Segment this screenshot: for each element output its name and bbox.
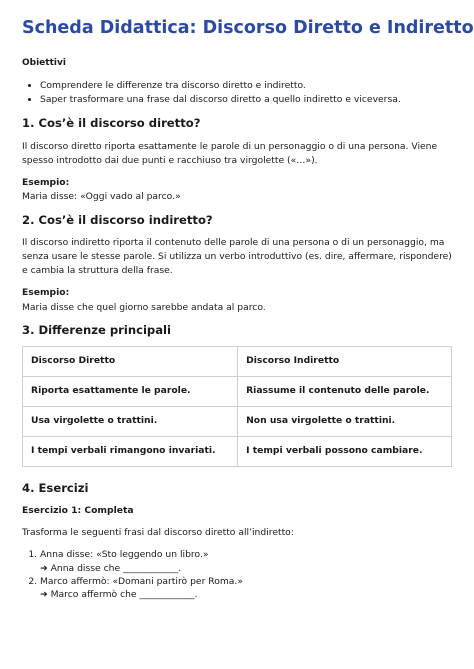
- table-cell: Riassume il contenuto delle parole.: [238, 376, 452, 406]
- section-heading-differences: 3. Differenze principali: [22, 322, 172, 337]
- column-header: Discorso Indiretto: [238, 346, 452, 376]
- exercise-answer-line[interactable]: ➜ Marco affermò che ____________.: [40, 589, 198, 601]
- table-row: [23, 436, 452, 466]
- exercise-prompt: Anna disse: «Sto leggendo un libro.»: [40, 549, 209, 561]
- table-row: [23, 406, 452, 436]
- section-body-indirect-speech: Il discorso indiretto riporta il contenuto delle parole di una persona o di un personaggio, ma senza usare le stesse parole. Si utilizza un verbo introduttivo (es. dire, affermare, rispondere) e cambia la struttura della frase.: [22, 236, 452, 277]
- exercise-label: Esercizio 1: Completa: [22, 504, 134, 516]
- section-body-direct-speech: Il discorso diretto riporta esattamente le parole di un personaggio o di una persona. Viene spesso introdotto dai due punti e racchiuso tra virgolette («…»).: [22, 140, 438, 166]
- table-cell: I tempi verbali possono cambiare.: [238, 436, 452, 466]
- exercise-list: [22, 548, 452, 601]
- exercise-item: [40, 575, 452, 602]
- example-label: Esempio:: [22, 287, 70, 299]
- differences-table: [22, 346, 452, 467]
- exercise-answer-line[interactable]: ➜ Anna disse che ____________.: [40, 562, 182, 574]
- section-heading-direct-speech: 1. Cos’è il discorso diretto?: [22, 116, 201, 131]
- example-label: Esempio:: [22, 177, 70, 188]
- objectives-label: Obiettivi: [22, 58, 66, 68]
- example-direct-speech: [22, 176, 452, 205]
- table-cell: Usa virgolette o trattini.: [23, 406, 238, 436]
- exercise-item: [40, 548, 452, 575]
- table-cell: I tempi verbali rimangono invariati.: [23, 436, 238, 466]
- example-indirect-speech: [22, 286, 452, 315]
- example-text: Maria disse: «Oggi vado al parco.»: [22, 191, 181, 203]
- page-title: Scheda Didattica: Discorso Diretto e Indiretto: [22, 18, 474, 38]
- section-heading-exercises: 4. Esercizi: [22, 480, 89, 495]
- example-text: Maria disse che quel giorno sarebbe andata al parco.: [22, 301, 266, 313]
- table-cell: Non usa virgolette o trattini.: [238, 406, 452, 436]
- column-header: Discorso Diretto: [23, 346, 238, 376]
- objectives-list: [22, 79, 452, 108]
- table-cell: Riporta esattamente le parole.: [23, 376, 238, 406]
- table-header-row: [23, 346, 452, 376]
- table-row: [23, 376, 452, 406]
- exercise-instruction: Trasforma le seguenti frasi dal discorso diretto all’indiretto:: [22, 527, 294, 539]
- objective-item: • Saper trasformare una frase dal discorso diretto a quello indiretto e viceversa.: [40, 93, 452, 107]
- exercise-prompt: Marco affermò: «Domani partirò per Roma.»: [40, 576, 243, 588]
- objective-item: • Comprendere le differenze tra discorso diretto e indiretto.: [40, 79, 452, 93]
- section-heading-indirect-speech: 2. Cos’è il discorso indiretto?: [22, 212, 213, 227]
